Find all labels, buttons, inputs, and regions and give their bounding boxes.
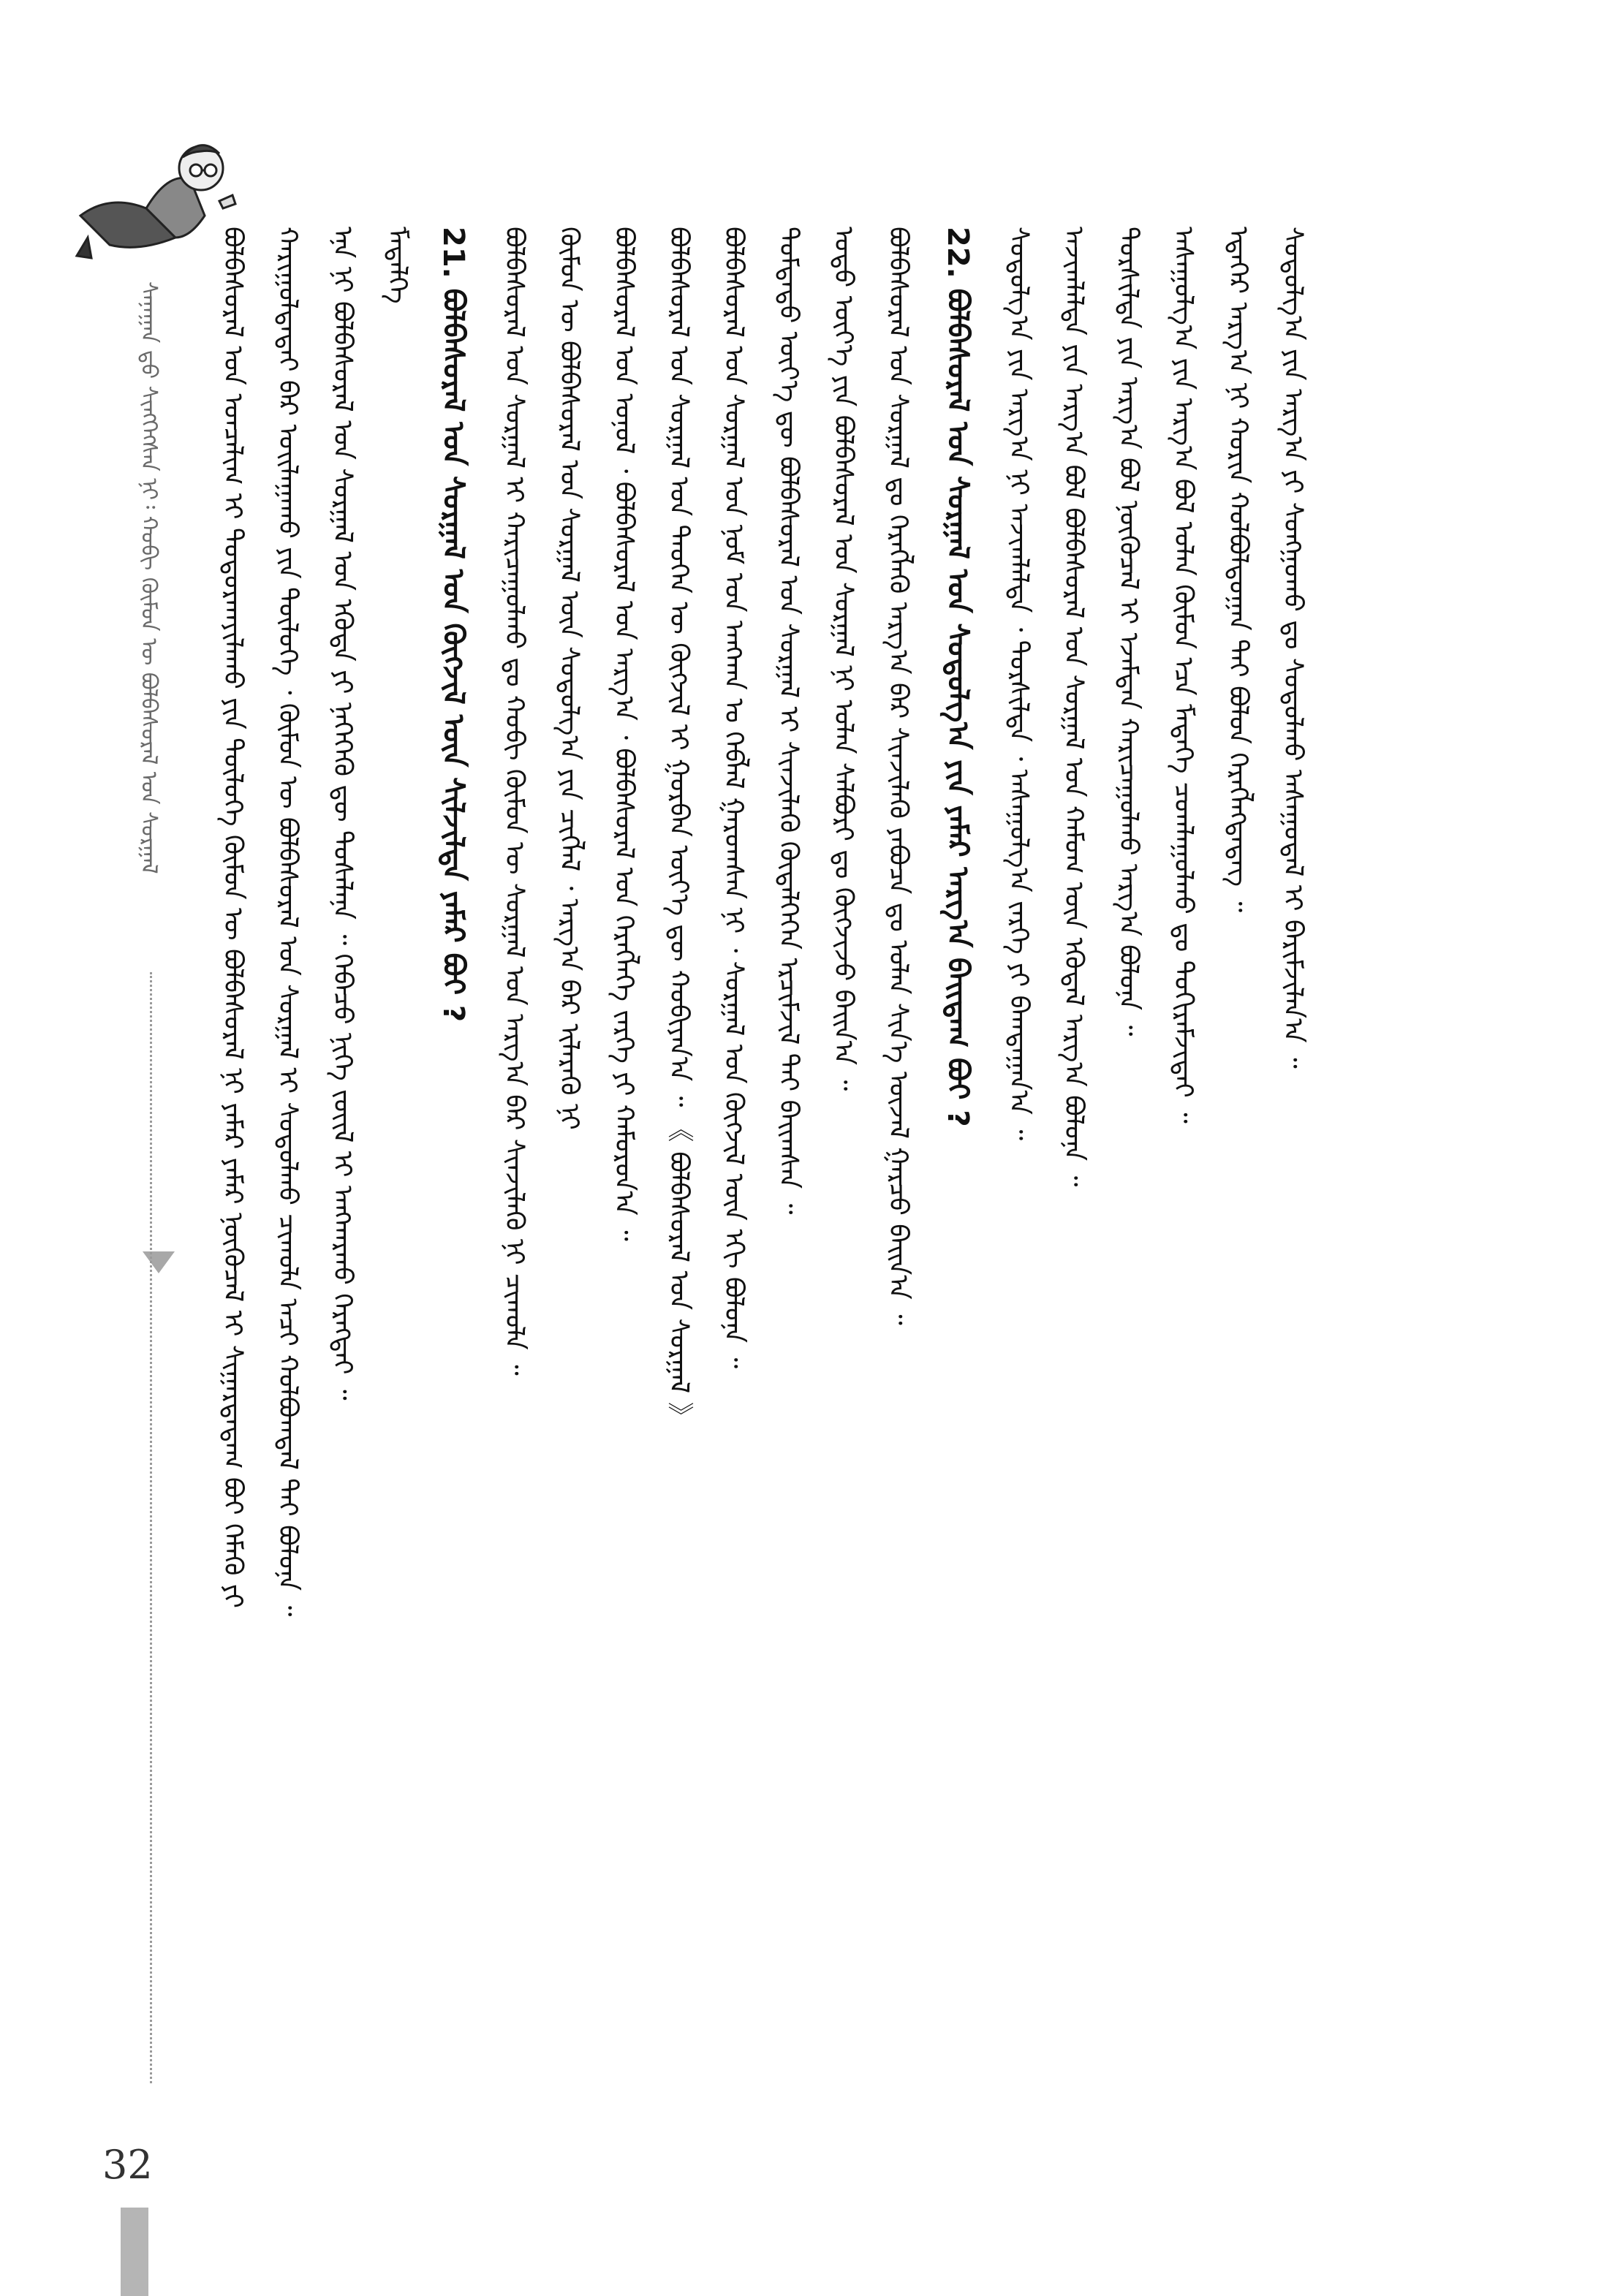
text-column: ᠰᠤᠳᠤᠯᠭ᠎ᠠ ᠶᠢᠨ ᠠᠷᠭ᠎ᠠ ᠨᠢ ᠠᠵᠢᠭᠯᠠᠯᠲᠠ ᠂ ᠲᠤᠷᠰᠢᠯᠲᠠ ᠂ ᠠᠰᠠᠭᠤᠯᠭ᠎ᠠ ᠵᠡᠷᠭᠡ ᠶᠢ ᠪᠠᠭᠲᠠᠭᠠᠨ᠎ᠠ ᠃ <box>1004 227 1034 1141</box>
side-tab-marker <box>121 2208 148 2296</box>
text-column: ᠪᠣᠯᠪᠠᠰᠤᠷᠠᠯ ᠤᠨ ᠣᠨᠴᠠᠯᠢᠭ ᠢ ᠲᠣᠳᠣᠷᠬᠠᠶᠢᠯᠠᠬᠤ ᠶᠢᠨ ᠲᠥᠯᠦᠭᠡ ᠬᠦᠮᠦᠨ ᠦ ᠪᠣᠯᠪᠠᠰᠤᠷᠠᠯ ᠨᠢ ᠶᠠᠮᠠᠷ ᠶᠠᠮᠠᠷ ᠨᠥᠬᠦᠴᠡᠯ ᠢ ᠰᠢᠭᠠᠷᠳᠠᠳᠠᠭ ᠪᠣᠢ ᠬᠡᠮᠡᠬᠦ ᠶᠢ <box>218 227 248 1609</box>
text-column: ᠪᠣᠯᠪᠠᠰᠤᠷᠠᠯ ᠤᠨ ᠰᠤᠷᠭᠠᠯ ᠢ ᠬᠠᠷᠢᠴᠠᠭᠤᠯᠬᠤ ᠳᠤ ᠬᠤᠪᠢ ᠬᠦᠮᠦᠨ ᠦ ᠰᠤᠷᠭᠠᠯ ᠤᠨ ᠠᠷᠭ᠎ᠠ ᠪᠠᠷ ᠰᠢᠨᠵᠢᠯᠡᠬᠦ ᠨᠢ ᠴᠢᠬᠤᠯᠠ ᠃ <box>499 227 529 1376</box>
text-column: ᠠᠰᠠᠭᠤᠯᠭ᠎ᠠ ᠶᠢᠨ ᠠᠷᠭ᠎ᠠ ᠪᠣᠯ ᠣᠯᠠᠨ ᠬᠦᠮᠦᠨ ᠡᠴᠡ ᠮᠡᠳᠡᠭᠡ ᠴᠤᠭᠯᠠᠭᠤᠯᠬᠤ ᠳᠤ ᠲᠤᠬᠢᠷᠠᠮᠵᠢᠲᠠᠢ ᠃ <box>1168 227 1198 1124</box>
mascot-illustration <box>66 128 241 274</box>
text-column: ᠪᠣᠯᠪᠠᠰᠤᠷᠠᠯ ᠤᠨ ᠰᠤᠷᠭᠠᠯ ᠳᠤ ᠬᠡᠷᠡᠭᠯᠡᠬᠦ ᠠᠷᠭ᠎ᠠ ᠪᠠᠷ ᠰᠢᠨᠵᠢᠯᠡᠬᠦ ᠶᠠᠪᠤᠴᠠ ᠳᠤ ᠣᠯᠠᠨ ᠰᠢᠨ᠎ᠡ ᠦᠵᠡᠯ ᠭᠠᠷᠴᠤ ᠪᠠᠢᠨ᠎ᠠ ᠃ <box>883 227 913 1325</box>
page-number: 32 <box>102 2142 153 2188</box>
text-column: ᠡᠳᠡᠭᠡᠷ ᠠᠷᠭ᠎ᠠ ᠨᠢ ᠬᠣᠷᠢᠨ ᠬᠣᠯᠪᠣᠯᠳᠤᠭᠠᠨ ᠲᠠᠢ ᠪᠣᠯᠤᠨ ᠬᠡᠷᠡᠭᠯᠡᠭᠳᠡᠳᠡᠭ ᠃ <box>1223 227 1253 913</box>
text-column: ᠪᠣᠯᠪᠠᠰᠤᠷᠠᠯ ᠤᠨ ᠰᠤᠷᠭᠠᠯ ᠤᠨ ᠨᠣᠮ ᠤᠨ ᠠᠩᠬᠠᠨ ᠤ ᠬᠡᠪᠯᠡᠯ ᠭᠠᠷᠤᠭᠰᠠᠨ ᠨᠢ ᠂ ᠰᠤᠷᠭᠠᠯ ᠤᠨ ᠬᠥᠭᠵᠢᠯ ᠦᠨ ᠡᠬᠢ ᠪᠣᠯᠤᠨᠠ ᠃ <box>719 227 749 1369</box>
text-column: ᠠᠵᠢᠭᠯᠠᠯᠲᠠ ᠶᠢᠨ ᠠᠷᠭ᠎ᠠ ᠪᠣᠯ ᠪᠣᠯᠪᠠᠰᠤᠷᠠᠯ ᠤᠨ ᠰᠤᠷᠭᠠᠯ ᠤᠨ ᠬᠠᠮᠤᠭ ᠦᠨ ᠡᠭᠦᠳᠡᠯ ᠠᠷᠭ᠎ᠠ ᠪᠣᠯᠤᠨᠠ ᠃ <box>1059 227 1089 1187</box>
triangle-arrow-icon <box>143 1251 175 1273</box>
text-column: ᠰᠤᠳᠤᠯᠭ᠎ᠠ ᠶᠢᠨ ᠠᠷᠭ᠎ᠠ ᠶᠢ ᠰᠣᠩᠭᠣᠬᠤ ᠳᠤ ᠰᠤᠳᠤᠯᠬᠤ ᠠᠰᠠᠭᠤᠳᠠᠯ ᠢ ᠪᠠᠷᠢᠮᠵᠢᠯᠠᠨ᠎ᠠ ᠃ <box>1278 227 1308 1069</box>
text-column: ᠪᠣᠯᠪᠠᠰᠤᠷᠠᠯ ᠤᠨ ᠣᠨᠣᠯ ᠂ ᠪᠣᠯᠪᠠᠰᠤᠷᠠᠯ ᠤᠨ ᠠᠷᠭ᠎ᠠ ᠂ ᠪᠣᠯᠪᠠᠰᠤᠷᠠᠯ ᠤᠨ ᠬᠡᠷᠡᠭᠯᠡᠭᠡ ᠵᠡᠷᠭᠡ ᠶᠢ ᠬᠠᠮᠤᠷᠤᠨ᠎ᠠ ᠃ <box>609 227 639 1241</box>
text-column: ᠣᠳᠣ ᠦᠶ᠎ᠡ ᠶᠢᠨ ᠪᠣᠯᠪᠠᠰᠤᠷᠠᠯ ᠤᠨ ᠰᠤᠷᠭᠠᠯ ᠨᠢ ᠣᠯᠠᠨ ᠰᠠᠯᠪᠤᠷᠢ ᠳᠤ ᠬᠥᠭᠵᠢᠵᠦ ᠪᠠᠢᠨ᠎ᠠ ᠃ <box>828 227 858 1091</box>
text-column: ᠬᠠᠷᠢᠭᠤᠯᠲᠠᠲᠠᠢ ᠪᠡᠷ ᠣᠢᠯᠠᠭᠠᠬᠤ ᠶᠢᠨ ᠲᠥᠯᠦᠭᠡ ᠂ ᠬᠦᠮᠦᠨ ᠦ ᠪᠣᠯᠪᠠᠰᠤᠷᠠᠯ ᠤᠨ ᠰᠤᠷᠭᠠᠯ ᠢ ᠰᠤᠳᠤᠯᠬᠤ ᠴᠢᠬᠤᠯᠠ ᠠᠴᠢ ᠬᠣᠯᠪᠣᠭᠳᠠᠯ ᠲᠠᠢ ᠪᠣᠯᠤᠨᠠ ᠃ <box>273 227 303 1617</box>
text-column: ᠮᠡᠳᠡᠯᠭᠡ <box>382 227 412 304</box>
running-head: ᠰᠠᠨᠠᠭᠠᠨ ᠳ᠋ᠤ ᠰᠢᠩᠭᠡᠭᠰᠡᠨ ᠨᠢ᠄ ᠬᠤᠪᠢ ᠬᠥᠮᠦᠨ ᠦ ᠪᠣᠯᠪᠠᠰᠤᠷᠠᠯ ᠤᠨ ᠰᠤᠷᠭᠠᠯ <box>136 281 162 874</box>
text-column: ᠪᠣᠯᠪᠠᠰᠤᠷᠠᠯ ᠤᠨ ᠰᠤᠷᠭᠠᠯ ᠤᠨ ᠲᠡᠦᠬᠡᠨ ᠦ ᠬᠥᠭᠵᠢᠯ ᠢ ᠭᠤᠷᠪᠠᠨ ᠦᠶ᠎ᠡ ᠳᠦ ᠬᠤᠪᠢᠶᠠᠨ᠎ᠠ ᠃ 《 ᠪᠣᠯᠪᠠᠰᠤᠷᠠᠯ ᠤᠨ ᠰᠤᠷᠭᠠᠯ 》 <box>664 227 694 1429</box>
section-heading-21: 21. ᠪᠣᠯᠪᠠᠰᠤᠷᠠᠯ ᠤᠨ ᠰᠤᠷᠭᠠᠯ ᠤᠨ ᠬᠥᠭᠵᠢᠯ ᠦᠨ ᠰᠢᠯᠵᠢᠯᠲᠡ ᠶᠠᠮᠠᠷ ᠪᠣᠢ ? <box>436 227 470 1023</box>
text-column: ᠡᠨᠡ ᠨᠢ ᠪᠣᠯᠪᠠᠰᠤᠷᠠᠯ ᠤᠨ ᠰᠤᠷᠭᠠᠯ ᠤᠨ ᠡᠭᠦᠳᠡ ᠶᠢ ᠨᠡᠭᠡᠭᠡᠬᠦ ᠳᠦ ᠲᠤᠰᠠᠯᠠᠨᠠ ᠃ ᠭᠡᠪᠡᠴᠦ ᠨᠢᠭᠡ ᠵᠦᠢᠯ ᠢ ᠠᠩᠬᠠᠷᠬᠤ ᠬᠡᠷᠡᠭᠲᠡᠢ ᠃ <box>328 227 357 1401</box>
section-heading-22: 22. ᠪᠣᠯᠪᠠᠰᠤᠷᠠᠯ ᠤᠨ ᠰᠤᠷᠭᠠᠯ ᠤᠨ ᠰᠤᠳᠤᠯᠭ᠎ᠠ ᠶᠢᠨ ᠶᠠᠮᠠᠷ ᠠᠷᠭ᠎ᠠ ᠪᠠᠢᠳᠠᠭ ᠪᠣᠢ ? <box>941 227 975 1127</box>
text-column: ᠳᠤᠮᠳᠠᠳᠤ ᠦᠶ᠎ᠡ ᠳᠦ ᠪᠣᠯᠪᠠᠰᠤᠷᠠᠯ ᠤᠨ ᠰᠤᠷᠭᠠᠯ ᠢ ᠰᠢᠨᠵᠢᠯᠡᠬᠦ ᠬᠥᠳᠡᠯᠭᠡᠭᠡᠨ ᠡᠷᠴᠢᠮᠵᠢᠯ ᠲᠡᠢ ᠪᠠᠢᠭᠰᠠᠨ ᠃ <box>773 227 803 1215</box>
text-column: ᠲᠤᠷᠰᠢᠯᠲᠠ ᠶᠢᠨ ᠠᠷᠭ᠎ᠠ ᠪᠣᠯ ᠨᠥᠬᠦᠴᠡᠯ ᠢ ᠡᠵᠡᠮᠳᠡᠨ ᠬᠠᠷᠢᠴᠠᠭᠤᠯᠬᠤ ᠠᠷᠭ᠎ᠠ ᠪᠣᠯᠤᠨᠠ ᠃ <box>1113 227 1143 1037</box>
dotted-divider <box>150 972 152 2083</box>
text-column: ᠬᠦᠮᠦᠨ ᠦ ᠪᠣᠯᠪᠠᠰᠤᠷᠠᠯ ᠤᠨ ᠰᠤᠷᠭᠠᠯ ᠦᠨ ᠰᠤᠳᠤᠯᠭ᠎ᠠ ᠶᠢᠨ ᠴᠢᠭᠯᠡᠯ ᠂ ᠠᠷᠭ᠎ᠠ ᠪᠠᠷ ᠢᠯᠡᠷᠡᠬᠦ ᠨᠢ <box>554 227 584 1130</box>
